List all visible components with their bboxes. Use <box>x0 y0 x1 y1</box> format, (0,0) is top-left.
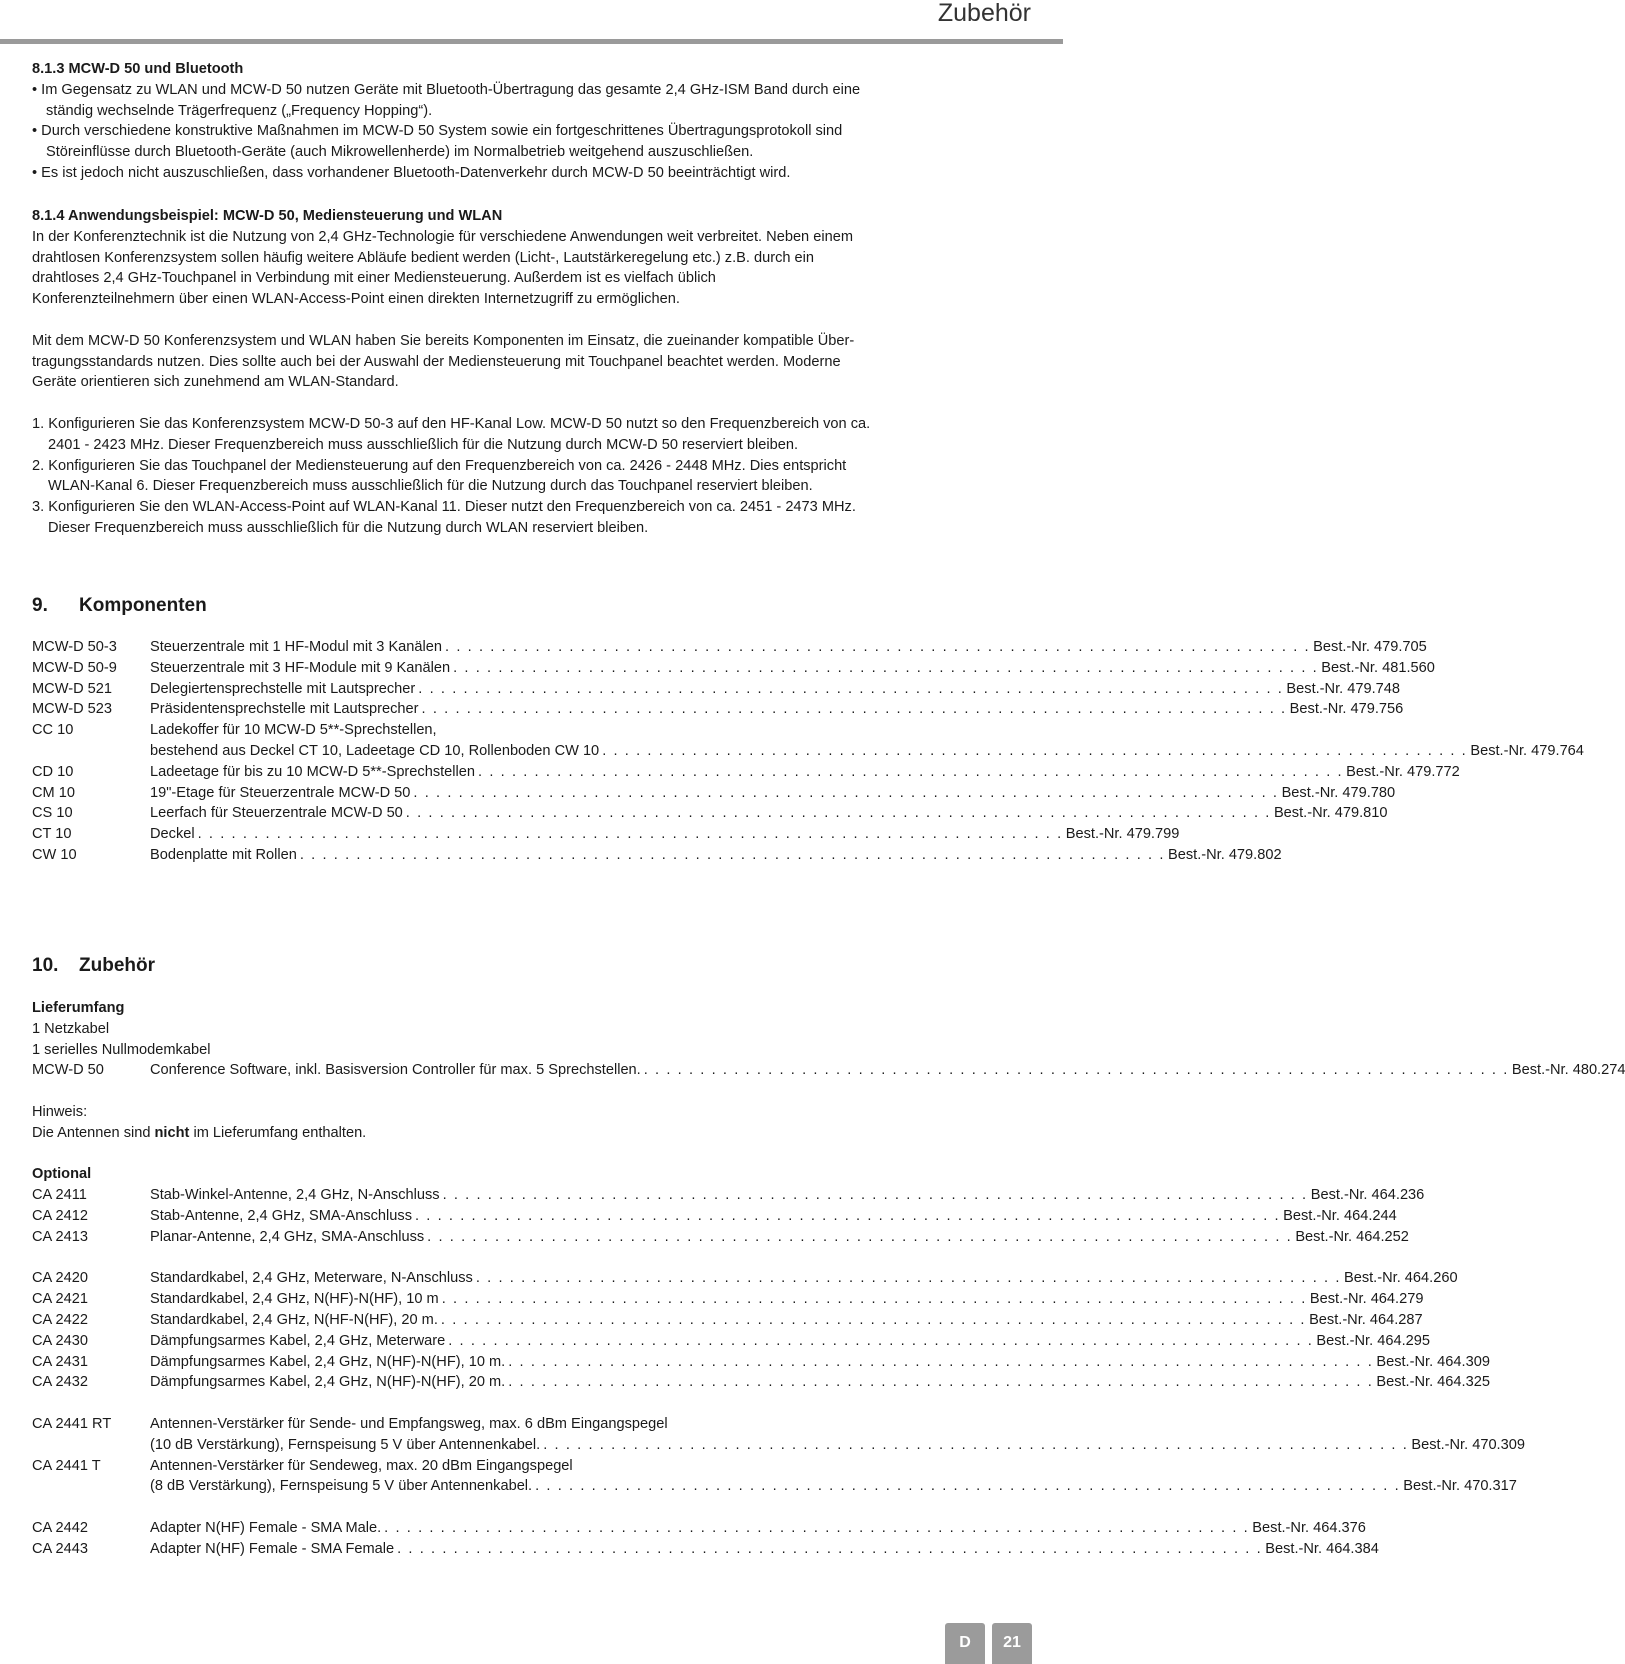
table-row <box>32 845 1282 866</box>
text-line: Geräte orientieren sich zunehmend am WLAN-Standard. <box>32 374 399 391</box>
item-code: MCW-D 50 <box>32 1062 104 1079</box>
dot-leader: . . . . . . . . . . . . . . . . . . . . . . . . . . . . . . . . . . . . . . . . . . . . . . . . . . . . . . . . . . . . . . . . . . . . . . . . . . . . . <box>441 1291 1307 1308</box>
section-8-1-3 <box>32 59 1042 184</box>
item-description: 19"-Etage für Steuerzentrale MCW-D 50 <box>150 784 411 801</box>
order-number: Best.-Nr. 470.317 <box>1403 1478 1517 1495</box>
item-code: MCW-D 50-3 <box>32 639 117 655</box>
item-code: CA 2443 <box>32 1540 88 1557</box>
list-line: WLAN-Kanal 6. Dieser Frequenzbereich muss ausschließlich für die Nutzung durch das Touchpanel reserviert bleiben. <box>48 478 813 495</box>
row-second-line <box>32 1476 1517 1497</box>
section-title: Zubehör <box>79 955 155 976</box>
table-row <box>32 1414 1525 1456</box>
order-number: Best.-Nr. 470.309 <box>1411 1436 1525 1453</box>
subheading-optional: Optional <box>32 1166 92 1183</box>
spacer <box>32 1476 150 1497</box>
scope-item: 1 serielles Nullmodemkabel <box>32 1041 211 1058</box>
item-code: CA 2441 T <box>32 1457 101 1474</box>
item-code: CA 2441 RT <box>32 1415 112 1432</box>
table-row <box>32 783 1396 804</box>
order-number: Best.-Nr. 479.756 <box>1289 701 1404 718</box>
item-code: CA 2431 <box>32 1353 88 1370</box>
section-title: Komponenten <box>79 595 207 616</box>
numbered-list <box>32 414 1042 539</box>
list-line: Dieser Frequenzbereich muss ausschließlich für die Nutzung durch WLAN reserviert bleiben. <box>48 519 649 536</box>
item-code: CT 10 <box>32 826 72 843</box>
row-line <box>32 699 1404 720</box>
note-label: Hinweis: <box>32 1103 88 1120</box>
note-pre: Die Antennen sind <box>32 1124 155 1141</box>
header-rule <box>0 39 1063 44</box>
row-line <box>32 1518 1366 1539</box>
item-description: bestehend aus Deckel CT 10, Ladeetage CD 10, Rollenboden CW 10 <box>150 742 600 759</box>
order-number: Best.-Nr. 464.287 <box>1309 1311 1423 1328</box>
row-line <box>32 783 1396 804</box>
table-row <box>32 1456 1517 1498</box>
dot-leader: . . . . . . . . . . . . . . . . . . . . . . . . . . . . . . . . . . . . . . . . . . . . . . . . . . . . . . . . . . . . . . . . . . . . . . . . . . . . . <box>478 763 1344 780</box>
item-code: CA 2412 <box>32 1207 88 1224</box>
item-description: Ladeetage für bis zu 10 MCW-D 5**-Sprechstellen <box>150 763 476 780</box>
accessory-group <box>32 1518 1379 1560</box>
table-row <box>32 720 1584 762</box>
order-number: Best.-Nr. 464.252 <box>1295 1228 1409 1245</box>
item-description: Steuerzentrale mit 3 HF-Module mit 9 Kanälen <box>150 659 451 676</box>
order-number: Best.-Nr. 464.325 <box>1376 1374 1490 1391</box>
item-description: Präsidentensprechstelle mit Lautsprecher <box>150 701 419 718</box>
paragraph <box>32 227 1042 310</box>
order-number: Best.-Nr. 464.384 <box>1265 1540 1379 1557</box>
list-line: 1. Konfigurieren Sie das Konferenzsystem MCW-D 50-3 auf den HF-Kanal Low. MCW-D 50 nutzt so den Frequenzbereich von ca. <box>32 415 871 432</box>
row-line <box>32 637 1427 658</box>
item-code: MCW-D 50-9 <box>32 659 117 676</box>
dot-leader: . . . . . . . . . . . . . . . . . . . . . . . . . . . . . . . . . . . . . . . . . . . . . . . . . . . . . . . . . . . . . . . . . . . . . . . . . . . . . <box>427 1228 1293 1245</box>
accessory-group <box>32 1268 1490 1393</box>
note-text <box>32 1123 1042 1144</box>
order-number: Best.-Nr. 479.748 <box>1286 680 1400 697</box>
section-number: 10. <box>32 955 59 976</box>
row-line <box>32 803 1388 824</box>
item-description: (10 dB Verstärkung), Fernspeisung 5 V über Antennenkabel. <box>150 1436 541 1453</box>
accessories-section <box>32 998 1625 1560</box>
item-description: Stab-Antenne, 2,4 GHz, SMA-Anschluss <box>150 1207 412 1224</box>
row-line <box>32 1268 1458 1289</box>
order-number: Best.-Nr. 464.244 <box>1283 1207 1397 1224</box>
item-code: CA 2442 <box>32 1519 88 1536</box>
dot-leader: . . . . . . . . . . . . . . . . . . . . . . . . . . . . . . . . . . . . . . . . . . . . . . . . . . . . . . . . . . . . . . . . . . . . . . . . . . . . . <box>508 1374 1374 1391</box>
section-8-1-4 <box>32 206 1042 539</box>
row-line <box>32 1060 1625 1081</box>
item-description: Standardkabel, 2,4 GHz, N(HF-N(HF), 20 m. <box>150 1311 438 1328</box>
item-description: Adapter N(HF) Female - SMA Female <box>150 1540 395 1557</box>
row-first-line <box>32 1414 929 1435</box>
row-line <box>32 658 1435 679</box>
order-number: Best.-Nr. 479.799 <box>1065 826 1180 843</box>
running-header-title: Zubehör <box>937 0 1031 27</box>
section-heading: 8.1.3 MCW-D 50 und Bluetooth <box>32 61 244 77</box>
dot-leader: . . . . . . . . . . . . . . . . . . . . . . . . . . . . . . . . . . . . . . . . . . . . . . . . . . . . . . . . . . . . . . . . . . . . . . . . . . . . . <box>448 1332 1314 1349</box>
dot-leader: . . . . . . . . . . . . . . . . . . . . . . . . . . . . . . . . . . . . . . . . . . . . . . . . . . . . . . . . . . . . . . . . . . . . . . . . . . . . . <box>475 1270 1341 1287</box>
row-line <box>32 1185 1425 1206</box>
dot-leader: . . . . . . . . . . . . . . . . . . . . . . . . . . . . . . . . . . . . . . . . . . . . . . . . . . . . . . . . . . . . . . . . . . . . . . . . . . . . . <box>440 1311 1307 1328</box>
table-row <box>32 1539 1379 1560</box>
row-line <box>32 1539 1379 1560</box>
order-number: Best.-Nr. 464.309 <box>1376 1353 1490 1370</box>
item-code: MCW-D 523 <box>32 701 113 718</box>
section-heading: 8.1.4 Anwendungsbeispiel: MCW-D 50, Mediensteuerung und WLAN <box>32 208 503 224</box>
table-row <box>32 1185 1425 1206</box>
dot-leader: . . . . . . . . . . . . . . . . . . . . . . . . . . . . . . . . . . . . . . . . . . . . . . . . . . . . . . . . . . . . . . . . . . . . . . . . . . . . . <box>384 1519 1250 1536</box>
item-description: Dämpfungsarmes Kabel, 2,4 GHz, N(HF)-N(HF), 20 m. <box>150 1374 506 1391</box>
table-row <box>32 699 1404 720</box>
row-first-line <box>32 720 929 741</box>
section-10-heading <box>32 954 1042 978</box>
text-line: drahtlosen Konferenzsystem sollen häufig weitere Abläufe bedient werden (Licht-, Lautstärkeregelung etc.) z.B. durch ein <box>32 249 815 266</box>
item-description: Deckel <box>150 826 195 843</box>
item-description: Leerfach für Steuerzentrale MCW-D 50 <box>150 805 403 822</box>
table-row <box>32 1206 1397 1227</box>
row-line <box>32 1227 1409 1248</box>
row-line <box>32 1310 1423 1331</box>
table-row <box>32 637 1427 658</box>
dot-leader: . . . . . . . . . . . . . . . . . . . . . . . . . . . . . . . . . . . . . . . . . . . . . . . . . . . . . . . . . . . . . . . . . . . . . . . . . . . . . <box>508 1353 1374 1370</box>
text-line: tragungsstandards nutzen. Dies sollte auch bei der Auswahl der Mediensteuerung mit Touchpanel beachtet werden. Moderne <box>32 353 841 370</box>
item-description: Steuerzentrale mit 1 HF-Modul mit 3 Kanälen <box>150 639 443 655</box>
item-description: Standardkabel, 2,4 GHz, Meterware, N-Anschluss <box>150 1270 473 1287</box>
item-code: CA 2421 <box>32 1291 88 1308</box>
table-row <box>32 1060 1625 1081</box>
table-row <box>32 679 1400 700</box>
text-line: drahtloses 2,4 GHz-Touchpanel in Verbindung mit einer Mediensteuerung. Außerdem ist es vielfach üblich <box>32 270 716 287</box>
item-code: CA 2411 <box>32 1187 87 1204</box>
row-line <box>32 762 1460 783</box>
table-row <box>32 1289 1424 1310</box>
paragraph <box>32 331 1042 393</box>
item-code: CM 10 <box>32 784 75 801</box>
dot-leader: . . . . . . . . . . . . . . . . . . . . . . . . . . . . . . . . . . . . . . . . . . . . . . . . . . . . . . . . . . . . . . . . . . . . . . . . . . . . . <box>453 659 1319 676</box>
row-line <box>32 1289 1424 1310</box>
table-row <box>32 1372 1490 1393</box>
dot-leader: . . . . . . . . . . . . . . . . . . . . . . . . . . . . . . . . . . . . . . . . . . . . . . . . . . . . . . . . . . . . . . . . . . . . . . . . . . . . . <box>197 826 1063 843</box>
components-table <box>32 637 1584 866</box>
item-description: Bodenplatte mit Rollen <box>150 846 297 863</box>
dot-leader: . . . . . . . . . . . . . . . . . . . . . . . . . . . . . . . . . . . . . . . . . . . . . . . . . . . . . . . . . . . . . . . . . . . . . . . . . . . . . <box>415 1207 1281 1224</box>
item-description: Antennen-Verstärker für Sende- und Empfangsweg, max. 6 dBm Eingangspegel <box>150 1415 668 1432</box>
order-number: Best.-Nr. 479.772 <box>1346 763 1460 780</box>
order-number: Best.-Nr. 464.295 <box>1316 1332 1430 1349</box>
order-number: Best.-Nr. 464.236 <box>1310 1187 1425 1204</box>
page-number-badge: 21 <box>992 1623 1032 1664</box>
section-9-heading <box>32 594 1042 618</box>
accessory-group <box>32 1414 1525 1497</box>
scope-item: 1 Netzkabel <box>32 1020 110 1037</box>
row-second-line <box>32 1435 1525 1456</box>
row-line <box>32 1372 1490 1393</box>
item-description: Ladekoffer für 10 MCW-D 5**-Sprechstellen, <box>150 722 437 739</box>
item-description: Stab-Winkel-Antenne, 2,4 GHz, N-Anschluss <box>150 1187 440 1204</box>
row-line <box>32 1206 1397 1227</box>
table-row <box>32 1227 1409 1248</box>
bullet-line: ständig wechselnde Trägerfrequenz („Frequency Hopping“). <box>46 102 433 119</box>
order-number: Best.-Nr. 479.802 <box>1168 846 1282 863</box>
item-description: Planar-Antenne, 2,4 GHz, SMA-Anschluss <box>150 1228 425 1245</box>
table-row <box>32 1310 1423 1331</box>
note-bold: nicht <box>154 1124 190 1141</box>
order-number: Best.-Nr. 464.279 <box>1309 1291 1424 1308</box>
table-row <box>32 1331 1430 1352</box>
table-row <box>32 762 1460 783</box>
dot-leader: . . . . . . . . . . . . . . . . . . . . . . . . . . . . . . . . . . . . . . . . . . . . . . . . . . . . . . . . . . . . . . . . . . . . . . . . . . . . . <box>643 1062 1509 1079</box>
spacer <box>32 1435 150 1456</box>
row-line <box>32 1352 1490 1373</box>
bullet-line: Störeinflüsse durch Bluetooth-Geräte (auch Mikrowellenherde) im Normalbetrieb weitgehend auszuschließen. <box>46 144 754 161</box>
dot-leader: . . . . . . . . . . . . . . . . . . . . . . . . . . . . . . . . . . . . . . . . . . . . . . . . . . . . . . . . . . . . . . . . . . . . . . . . . . . . . <box>405 805 1271 822</box>
item-code: CA 2430 <box>32 1332 88 1349</box>
order-number: Best.-Nr. 479.780 <box>1281 784 1396 801</box>
accessory-group <box>32 1185 1425 1247</box>
list-line: 2401 - 2423 MHz. Dieser Frequenzbereich muss ausschließlich für die Nutzung durch MCW-D 50 reserviert bleiben. <box>48 436 799 453</box>
order-number: Best.-Nr. 464.260 <box>1343 1270 1458 1287</box>
dot-leader: . . . . . . . . . . . . . . . . . . . . . . . . . . . . . . . . . . . . . . . . . . . . . . . . . . . . . . . . . . . . . . . . . . . . . . . . . . . . . <box>535 1478 1401 1495</box>
row-second-line <box>32 741 1584 762</box>
list-line: 3. Konfigurieren Sie den WLAN-Access-Point auf WLAN-Kanal 11. Dieser nutzt den Frequenzbereich von ca. 2451 - 2473 MHz. <box>32 499 856 516</box>
bullet-line: • Es ist jedoch nicht auszuschließen, dass vorhandener Bluetooth-Datenverkehr durch MCW-D 50 beeinträchtigt wird. <box>32 164 791 181</box>
row-first-line <box>32 1456 929 1477</box>
row-line <box>32 824 1180 845</box>
item-code: CA 2422 <box>32 1311 88 1328</box>
bullet-line: • Im Gegensatz zu WLAN und MCW-D 50 nutzen Geräte mit Bluetooth-Übertragung das gesamte 2,4 GHz-ISM Band durch eine <box>32 81 861 98</box>
item-description: Dämpfungsarmes Kabel, 2,4 GHz, N(HF)-N(HF), 10 m. <box>150 1353 506 1370</box>
text-line: Konferenzteilnehmern über einen WLAN-Access-Point einen direkten Internetzugriff zu ermöglichen. <box>32 291 680 308</box>
row-line <box>32 679 1400 700</box>
text-line: In der Konferenztechnik ist die Nutzung von 2,4 GHz-Technologie für verschiedene Anwendungen weit verbreitet. Neben einem <box>32 228 853 245</box>
dot-leader: . . . . . . . . . . . . . . . . . . . . . . . . . . . . . . . . . . . . . . . . . . . . . . . . . . . . . . . . . . . . . . . . . . . . . . . . . . . . . <box>413 784 1279 801</box>
table-row <box>32 824 1180 845</box>
table-row <box>32 658 1435 679</box>
item-code: CW 10 <box>32 846 77 863</box>
dot-leader: . . . . . . . . . . . . . . . . . . . . . . . . . . . . . . . . . . . . . . . . . . . . . . . . . . . . . . . . . . . . . . . . . . . . . . . . . . . . . <box>602 742 1468 759</box>
dot-leader: . . . . . . . . . . . . . . . . . . . . . . . . . . . . . . . . . . . . . . . . . . . . . . . . . . . . . . . . . . . . . . . . . . . . . . . . . . . . . <box>421 701 1287 718</box>
note-post: im Lieferumfang enthalten. <box>189 1124 367 1141</box>
item-description: Antennen-Verstärker für Sendeweg, max. 20 dBm Eingangspegel <box>150 1457 573 1474</box>
item-description: Adapter N(HF) Female - SMA Male. <box>150 1519 382 1536</box>
subheading-lieferumfang: Lieferumfang <box>32 1000 125 1016</box>
order-number: Best.-Nr. 481.560 <box>1321 659 1435 676</box>
dot-leader: . . . . . . . . . . . . . . . . . . . . . . . . . . . . . . . . . . . . . . . . . . . . . . . . . . . . . . . . . . . . . . . . . . . . . . . . . . . . . <box>397 1540 1263 1557</box>
order-number: Best.-Nr. 479.705 <box>1313 639 1427 655</box>
item-description: (8 dB Verstärkung), Fernspeisung 5 V über Antennenkabel. <box>150 1478 533 1495</box>
dot-leader: . . . . . . . . . . . . . . . . . . . . . . . . . . . . . . . . . . . . . . . . . . . . . . . . . . . . . . . . . . . . . . . . . . . . . . . . . . . . . <box>445 639 1311 655</box>
dot-leader: . . . . . . . . . . . . . . . . . . . . . . . . . . . . . . . . . . . . . . . . . . . . . . . . . . . . . . . . . . . . . . . . . . . . . . . . . . . . . <box>543 1436 1409 1453</box>
item-code: CA 2420 <box>32 1270 88 1287</box>
language-badge: D <box>945 1623 985 1664</box>
item-code: CA 2413 <box>32 1228 88 1245</box>
order-number: Best.-Nr. 464.376 <box>1252 1519 1366 1536</box>
spacer <box>32 741 150 762</box>
order-number: Best.-Nr. 480.274 <box>1511 1062 1625 1079</box>
bullet-line: • Durch verschiedene konstruktive Maßnahmen im MCW-D 50 System sowie ein fortgeschrittenes Übertragungsprotokoll sind <box>32 123 843 140</box>
row-line <box>32 1331 1430 1352</box>
item-description: Conference Software, inkl. Basisversion Controller für max. 5 Sprechstellen. <box>150 1062 641 1079</box>
section-number: 9. <box>32 595 48 616</box>
list-line: 2. Konfigurieren Sie das Touchpanel der Mediensteuerung auf den Frequenzbereich von ca. 2426 - 2448 MHz. Dies entspricht <box>32 457 847 474</box>
text-line: Mit dem MCW-D 50 Konferenzsystem und WLAN haben Sie bereits Komponenten im Einsatz, die zueinander kompatible Über- <box>32 332 855 349</box>
dot-leader: . . . . . . . . . . . . . . . . . . . . . . . . . . . . . . . . . . . . . . . . . . . . . . . . . . . . . . . . . . . . . . . . . . . . . . . . . . . . . <box>442 1187 1308 1204</box>
row-line <box>32 845 1282 866</box>
dot-leader: . . . . . . . . . . . . . . . . . . . . . . . . . . . . . . . . . . . . . . . . . . . . . . . . . . . . . . . . . . . . . . . . . . . . . . . . . . . . . <box>418 680 1284 697</box>
item-code: CS 10 <box>32 805 73 822</box>
item-description: Dämpfungsarmes Kabel, 2,4 GHz, Meterware <box>150 1332 446 1349</box>
order-number: Best.-Nr. 479.810 <box>1273 805 1388 822</box>
table-row <box>32 1268 1458 1289</box>
item-code: MCW-D 521 <box>32 680 113 697</box>
item-description: Standardkabel, 2,4 GHz, N(HF)-N(HF), 10 m <box>150 1291 439 1308</box>
item-code: CD 10 <box>32 763 74 780</box>
order-number: Best.-Nr. 479.764 <box>1470 742 1584 759</box>
table-row <box>32 1352 1490 1373</box>
dot-leader: . . . . . . . . . . . . . . . . . . . . . . . . . . . . . . . . . . . . . . . . . . . . . . . . . . . . . . . . . . . . . . . . . . . . . . . . . . . . . <box>299 846 1165 863</box>
item-code: CA 2432 <box>32 1374 88 1391</box>
table-row <box>32 1518 1366 1539</box>
table-row <box>32 803 1388 824</box>
item-description: Delegiertensprechstelle mit Lautsprecher <box>150 680 416 697</box>
item-code: CC 10 <box>32 722 74 739</box>
